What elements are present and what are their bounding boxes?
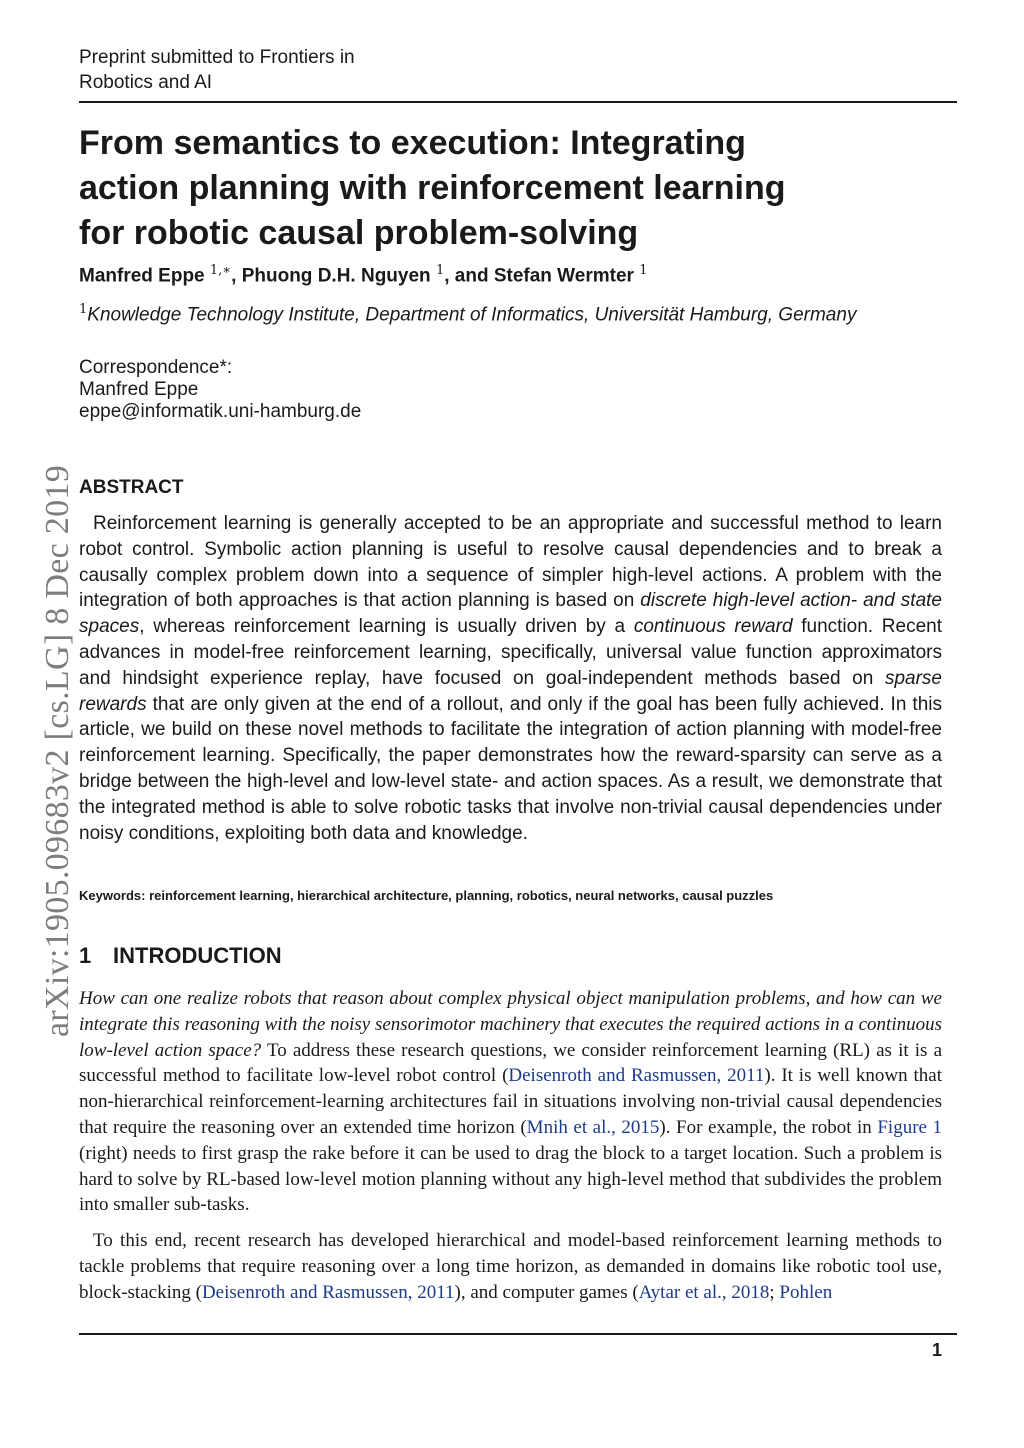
author-name: , Phuong D.H. Nguyen [231,265,431,287]
footer-rule [79,1333,957,1335]
arxiv-identifier: arXiv:1905.09683v2 [cs.LG] 8 Dec 2019 [39,465,76,1037]
research-question: How can one realize robots that reason about complex physical object manipulation problems, and how can we integrate this reasoning with the noisy sensorimotor machinery that executes the required actions in a continuous low-level action space? [79,988,942,1061]
abstract-segment: that are only given at the end of a rollout, and only if the goal has been fully achieved. In this article, we build on these novel methods to facilitate the integration of action planning with model-free reinforcement learning. Specifically, the paper demonstrates how the reward-sparsity can serve as a bridge between the high-level and low-level state- and action spaces. As a result, we demonstrate that the integrated method is able to solve robotic tasks that involve non-trivial causal dependencies under noisy conditions, exploiting both data and knowledge. [79,693,942,844]
title-line3: for robotic causal problem-solving [79,214,639,252]
author-name: , and Stefan Wermter [444,265,634,287]
text-segment: ). For example, the robot in [659,1116,878,1138]
author-affiliation-mark: 1 [435,263,445,278]
journal-header-line1: Preprint submitted to Frontiers in [79,47,355,68]
abstract-emphasis: continuous reward [633,616,793,638]
section-heading [79,943,282,969]
text-segment: ), and computer games ( [454,1281,639,1303]
abstract-heading: ABSTRACT [79,477,184,498]
author-affiliation-mark: 1,∗ [209,263,232,278]
journal-header-line2: Robotics and AI [79,72,213,93]
correspondence-name: Manfred Eppe [79,379,199,400]
abstract-emphasis: sparse rewards [79,667,942,715]
affiliation-mark: 1 [79,302,88,317]
citation-link[interactable]: Pohlen [779,1281,833,1303]
author-name: Manfred Eppe [79,265,205,287]
citation-link[interactable]: Mnih et al., 2015 [526,1116,660,1138]
title-line2: action planning with reinforcement learning [79,169,786,207]
text-segment: (right) needs to first grasp the rake before it can be used to drag the block to a target location. Such a problem is hard to solve by RL-based low-level motion planning without any high-level method that subdivides the problem into smaller sub-tasks. [79,1142,942,1216]
abstract-segment: function. Recent advances in model-free reinforcement learning, specifically, universal value function approximators and hindsight experience replay, have focused on goal-independent methods based on [79,616,942,689]
intro-paragraph-1 [79,986,942,1218]
abstract-text [79,511,942,846]
citation-link[interactable]: Aytar et al., 2018 [638,1281,770,1303]
journal-header [79,45,355,95]
affiliation [79,297,949,328]
paper-title [79,121,899,256]
abstract-emphasis: discrete high-level action- and state spaces [79,590,942,638]
header-rule [79,101,957,103]
section-title: INTRODUCTION [113,943,282,968]
citation-link[interactable]: Deisenroth and Rasmussen, 2011 [201,1281,455,1303]
correspondence-label: Correspondence*: [79,357,233,378]
intro-paragraph-2 [79,1228,942,1305]
author-list [79,263,647,287]
text-segment: To address these research questions, we consider reinforcement learning (RL) as it is a successful method to facilitate low-level robot control ( [79,1039,942,1087]
text-segment: To this end, recent research has developed hierarchical and model-based reinforcement learning methods to tackle problems that require reasoning over a long time horizon, as demanded in domains like robotic tool use, block-stacking ( [79,1230,942,1303]
section-number: 1 [79,943,92,968]
figure-reference-link[interactable]: Figure 1 [877,1116,942,1138]
keywords: Keywords: reinforcement learning, hierarchical architecture, planning, robotics, neural networks, causal puzzles [79,888,774,903]
citation-link[interactable]: Deisenroth and Rasmussen, 2011 [508,1065,765,1087]
affiliation-text: Knowledge Technology Institute, Department of Informatics, Universität Hamburg, Germany [87,304,857,326]
abstract-segment: , whereas reinforcement learning is usually driven by a [139,616,634,638]
text-segment: ). It is well known that non-hierarchical reinforcement-learning architectures fail in situations involving non-trivial causal dependencies that require the reasoning over an extended time horizon ( [79,1065,943,1138]
text-segment: ; [769,1281,780,1303]
page-number: 1 [931,1340,942,1360]
correspondence-email[interactable]: eppe@informatik.uni-hamburg.de [79,401,362,422]
abstract-segment: Reinforcement learning is generally accepted to be an appropriate and successful method to learn robot control. Symbolic action planning is useful to resolve causal dependencies and to break a causally complex problem down into a sequence of simpler high-level actions. A problem with the integration of both approaches is that action planning is based on [79,513,942,612]
title-line1: From semantics to execution: Integrating [79,124,746,162]
correspondence-block [79,357,361,423]
author-affiliation-mark: 1 [639,263,648,278]
